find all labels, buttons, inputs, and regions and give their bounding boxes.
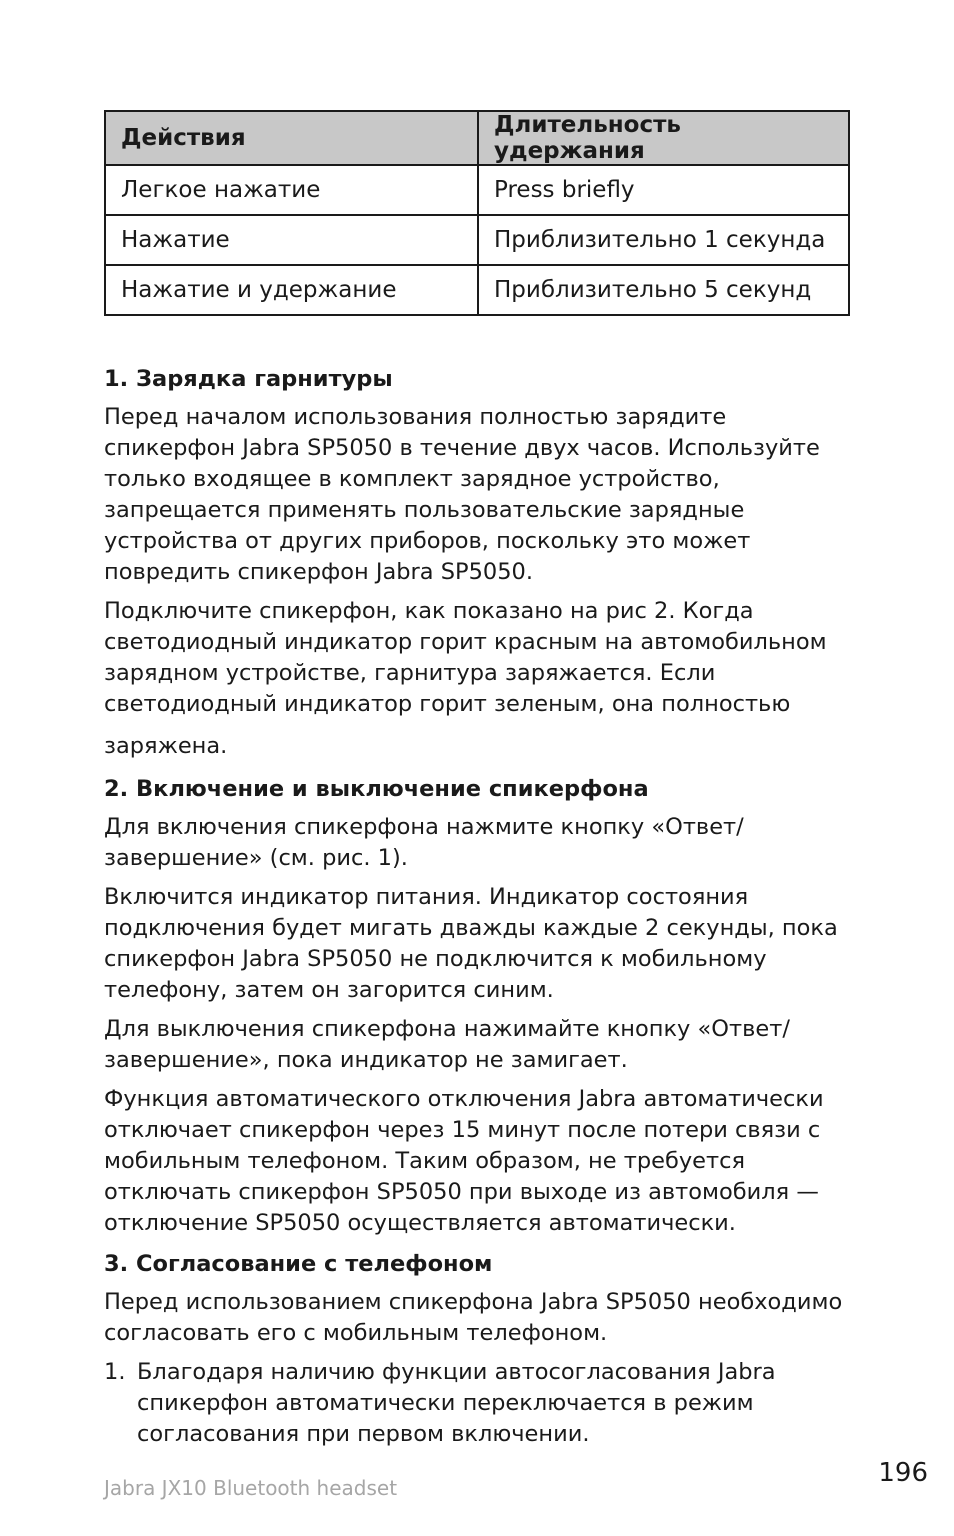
table-row <box>105 165 849 215</box>
table-row <box>105 215 849 265</box>
table-cell-action: Нажатие <box>105 215 478 265</box>
paragraph: Подключите спикерфон, как показано на рис 2. Когда светодиодный индикатор горит красным на автомобильном зарядном устройстве, гарнитура заряжается. Если светодиодный индикатор горит зеленым, она полностью <box>104 598 827 717</box>
paragraph: Перед началом использования полностью зарядите спикерфон Jabra SP5050 в течение двух часов. Используйте только входящее в комплект зарядное устройство, запрещается применять пользовательские зарядные устройства от других приборов, поскольку это может повредить спикерфон Jabra SP5050. <box>104 404 820 585</box>
table-cell-action: Легкое нажатие <box>105 165 478 215</box>
page-number: 196 <box>878 1458 928 1488</box>
column-header-duration: Длительность удержания <box>478 111 849 165</box>
column-header-actions: Действия <box>105 111 478 165</box>
paragraph: заряжена. <box>104 733 228 759</box>
paragraph: Функция автоматического отключения Jabra автоматически отключает спикерфон через 15 минут после потери связи с мобильным телефоном. Таким образом, не требуется отключать спикерфон SP5050 при выходе из автомобиля — отключение SP5050 осуществляется автоматически. <box>104 1086 824 1236</box>
main-content <box>104 362 854 1450</box>
paragraph: Включится индикатор питания. Индикатор состояния подключения будет мигать дважды каждые 2 секунды, пока спикерфон Jabra SP5050 не подключится к мобильному телефону, затем он загорится синим. <box>104 884 838 1003</box>
section-power <box>104 772 854 1239</box>
section-charging <box>104 362 854 768</box>
section-pairing <box>104 1247 854 1450</box>
table-cell-duration: Приблизительно 1 секунда <box>478 215 849 265</box>
section-heading: 3. Согласование с телефоном <box>104 1251 493 1277</box>
list-item <box>104 1357 854 1450</box>
table-header-row <box>105 111 849 165</box>
hold-duration-table <box>104 110 850 316</box>
section-heading: 1. Зарядка гарнитуры <box>104 366 393 392</box>
list-item-text: Благодаря наличию функции автосогласования Jabra спикерфон автоматически переключается в режим согласования при первом включении. <box>137 1359 776 1447</box>
paragraph: Для выключения спикерфона нажимайте кнопку «Ответ/ завершение», пока индикатор не замигает. <box>104 1016 790 1073</box>
paragraph: Для включения спикерфона нажмите кнопку «Ответ/ завершение» (см. рис. 1). <box>104 814 744 871</box>
paragraph: Перед использованием спикерфона Jabra SP5050 необходимо согласовать его с мобильным телефоном. <box>104 1289 843 1346</box>
table-cell-action: Нажатие и удержание <box>105 265 478 315</box>
section-heading: 2. Включение и выключение спикерфона <box>104 776 649 802</box>
table-row <box>105 265 849 315</box>
table-cell-duration: Приблизительно 5 секунд <box>478 265 849 315</box>
list-item-number: 1. <box>104 1359 126 1385</box>
footer-product-name: Jabra JX10 Bluetooth headset <box>104 1476 398 1500</box>
table-cell-duration: Press briefly <box>478 165 849 215</box>
